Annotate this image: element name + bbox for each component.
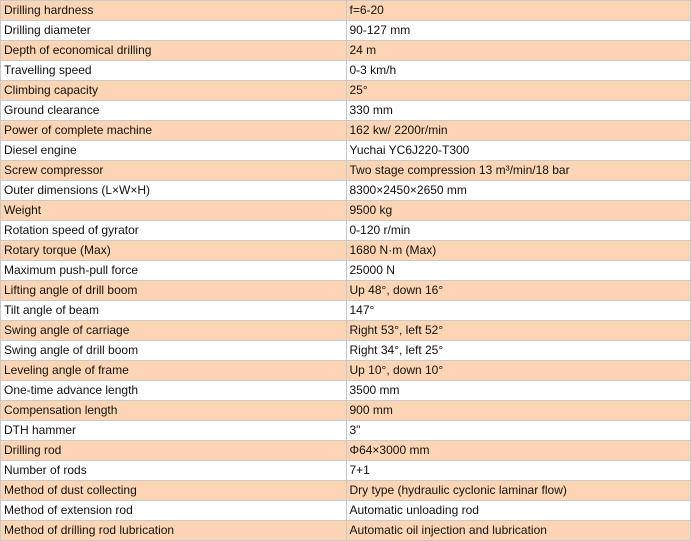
param-cell: Screw compressor xyxy=(1,161,347,181)
table-row xyxy=(1,461,691,481)
param-cell: DTH hammer xyxy=(1,421,347,441)
value-cell: 1680 N·m (Max) xyxy=(346,241,691,261)
param-cell: Depth of economical drilling xyxy=(1,41,347,61)
param-cell: Drilling hardness xyxy=(1,1,347,21)
param-cell: Lifting angle of drill boom xyxy=(1,281,347,301)
param-cell: Diesel engine xyxy=(1,141,347,161)
table-row xyxy=(1,361,691,381)
value-cell: 25000 N xyxy=(346,261,691,281)
param-cell: Compensation length xyxy=(1,401,347,421)
table-row xyxy=(1,21,691,41)
table-row xyxy=(1,301,691,321)
param-cell: Tilt angle of beam xyxy=(1,301,347,321)
table-row xyxy=(1,201,691,221)
value-cell: Two stage compression 13 m³/min/18 bar xyxy=(346,161,691,181)
value-cell: 90-127 mm xyxy=(346,21,691,41)
value-cell: 0-120 r/min xyxy=(346,221,691,241)
param-cell: Climbing capacity xyxy=(1,81,347,101)
value-cell: 3" xyxy=(346,421,691,441)
table-row xyxy=(1,501,691,521)
param-cell: Leveling angle of frame xyxy=(1,361,347,381)
table-row xyxy=(1,241,691,261)
value-cell: Automatic unloading rod xyxy=(346,501,691,521)
table-row xyxy=(1,161,691,181)
value-cell: Φ64×3000 mm xyxy=(346,441,691,461)
value-cell: f=6-20 xyxy=(346,1,691,21)
value-cell: Up 10°, down 10° xyxy=(346,361,691,381)
value-cell: Dry type (hydraulic cyclonic laminar flow) xyxy=(346,481,691,501)
value-cell: 900 mm xyxy=(346,401,691,421)
param-cell: Method of drilling rod lubrication xyxy=(1,521,347,541)
param-cell: Method of dust collecting xyxy=(1,481,347,501)
table-row xyxy=(1,141,691,161)
table-row xyxy=(1,381,691,401)
table-row xyxy=(1,481,691,501)
value-cell: 24 m xyxy=(346,41,691,61)
table-row xyxy=(1,421,691,441)
table-row xyxy=(1,281,691,301)
table-row xyxy=(1,81,691,101)
value-cell: Right 34°, left 25° xyxy=(346,341,691,361)
param-cell: Travelling speed xyxy=(1,61,347,81)
value-cell: 8300×2450×2650 mm xyxy=(346,181,691,201)
table-row xyxy=(1,61,691,81)
table-row xyxy=(1,101,691,121)
value-cell: 162 kw/ 2200r/min xyxy=(346,121,691,141)
param-cell: Maximum push-pull force xyxy=(1,261,347,281)
value-cell: Yuchai YC6J220-T300 xyxy=(346,141,691,161)
param-cell: One-time advance length xyxy=(1,381,347,401)
param-cell: Drilling diameter xyxy=(1,21,347,41)
table-row xyxy=(1,1,691,21)
param-cell: Rotary torque (Max) xyxy=(1,241,347,261)
table-row xyxy=(1,221,691,241)
param-cell: Ground clearance xyxy=(1,101,347,121)
table-row xyxy=(1,181,691,201)
table-row xyxy=(1,521,691,541)
table-row xyxy=(1,321,691,341)
value-cell: Right 53°, left 52° xyxy=(346,321,691,341)
param-cell: Method of extension rod xyxy=(1,501,347,521)
value-cell: 9500 kg xyxy=(346,201,691,221)
value-cell: Automatic oil injection and lubrication xyxy=(346,521,691,541)
value-cell: 7+1 xyxy=(346,461,691,481)
param-cell: Weight xyxy=(1,201,347,221)
value-cell: 330 mm xyxy=(346,101,691,121)
value-cell: Up 48°, down 16° xyxy=(346,281,691,301)
param-cell: Power of complete machine xyxy=(1,121,347,141)
param-cell: Swing angle of drill boom xyxy=(1,341,347,361)
param-cell: Swing angle of carriage xyxy=(1,321,347,341)
value-cell: 147° xyxy=(346,301,691,321)
value-cell: 3500 mm xyxy=(346,381,691,401)
table-row xyxy=(1,261,691,281)
param-cell: Rotation speed of gyrator xyxy=(1,221,347,241)
param-cell: Number of rods xyxy=(1,461,347,481)
param-cell: Outer dimensions (L×W×H) xyxy=(1,181,347,201)
table-row xyxy=(1,41,691,61)
value-cell: 25° xyxy=(346,81,691,101)
table-row xyxy=(1,401,691,421)
table-row xyxy=(1,441,691,461)
value-cell: 0-3 km/h xyxy=(346,61,691,81)
table-row xyxy=(1,121,691,141)
param-cell: Drilling rod xyxy=(1,441,347,461)
table-row xyxy=(1,341,691,361)
